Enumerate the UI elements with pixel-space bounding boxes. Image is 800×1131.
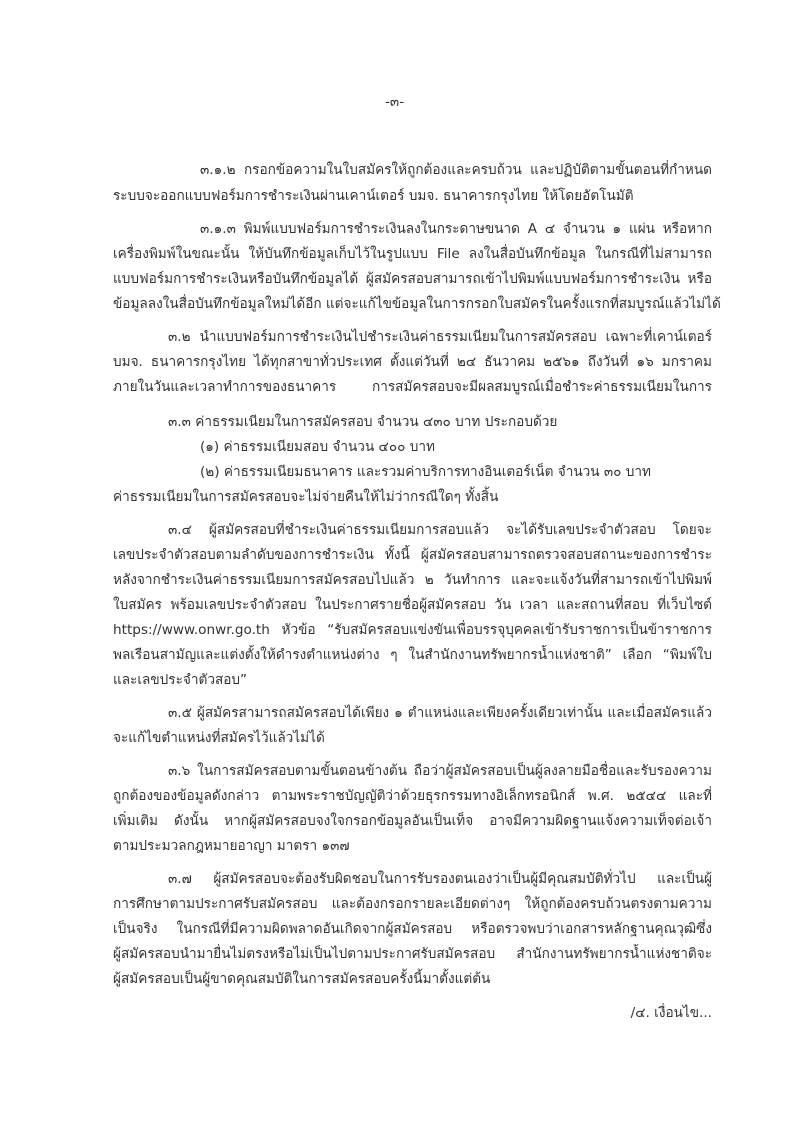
text-line: ๓.๕ ผู้สมัครสามารถสมัครสอบได้เพียง ๑ ตำแหน่งและเพียงครั้งเดียวเท่านั้น และเมื่อสมัครแล้ว <box>168 705 712 721</box>
text-line: แบบฟอร์มการชำระเงินหรือบันทึกข้อมูลได้ ผู้สมัครสอบสามารถเข้าไปพิมพ์แบบฟอร์มการชำระเงิน หรือ <box>113 271 712 287</box>
text-line: ๓.๗ ผู้สมัครสอบจะต้องรับผิดชอบในการรับรองตนเองว่าเป็นผู้มีคุณสมบัติทั่วไป และเป็นผู้ <box>168 871 712 887</box>
text-line: (๒) ค่าธรรมเนียมธนาคาร และรวมค่าบริการทางอินเตอร์เน็ต จำนวน ๓๐ บาท <box>200 464 652 480</box>
page-number: -๓- <box>385 94 405 110</box>
text-line: ถูกต้องของข้อมูลดังกล่าว ตามพระราชบัญญัติว่าด้วยธุรกรรมทางอิเล็กทรอนิกส์ พ.ศ. ๒๕๔๔ และที่ <box>113 788 712 804</box>
text-line: ๓.๑.๓ พิมพ์แบบฟอร์มการชำระเงินลงในกระดาษขนาด A ๔ จำนวน ๑ แผ่น หรือหาก <box>200 221 712 237</box>
text-line: (๑) ค่าธรรมเนียมสอบ จำนวน ๔๐๐ บาท <box>200 439 435 455</box>
text-line: เพิ่มเติม ดังนั้น หากผู้สมัครสอบจงใจกรอกข้อมูลอันเป็นเท็จ อาจมีความผิดฐานแจ้งความเท็จต่อเจ้า <box>113 813 712 829</box>
text-line: https://www.onwr.go.th หัวข้อ “รับสมัครสอบแข่งขันเพื่อบรรจุบุคคลเข้ารับราชการเป็นข้าราชการ <box>113 622 712 638</box>
text-line: เครื่องพิมพ์ในขณะนั้น ให้บันทึกข้อมูลเก็บไว้ในรูปแบบ File ลงในสื่อบันทึกข้อมูล ในกรณีที่ไม่สามารถ <box>113 246 712 262</box>
text-line: การศึกษาตามประกาศรับสมัครสอบ และต้องกรอกรายละเอียดต่างๆ ให้ถูกต้องครบถ้วนตรงตามความ <box>113 896 712 912</box>
text-line: พลเรือนสามัญและแต่งตั้งให้ดำรงตำแหน่งต่าง ๆ ในสำนักงานทรัพยากรน้ำแห่งชาติ” เลือก “พิมพ์ใบ <box>113 647 712 663</box>
text-line: ๓.๑.๒ กรอกข้อความในใบสมัครให้ถูกต้องและครบถ้วน และปฏิบัติตามขั้นตอนที่กำหนด <box>200 162 712 178</box>
text-line: ๓.๖ ในการสมัครสอบตามขั้นตอนข้างต้น ถือว่าผู้สมัครสอบเป็นผู้ลงลายมือชื่อและรับรองความ <box>168 763 712 779</box>
text-line: ค่าธรรมเนียมในการสมัครสอบจะไม่จ่ายคืนให้ไม่ว่ากรณีใดๆ ทั้งสิ้น <box>113 489 499 505</box>
text-line: ๓.๔ ผู้สมัครสอบที่ชำระเงินค่าธรรมเนียมการสอบแล้ว จะได้รับเลขประจำตัวสอบ โดยจะ <box>168 522 712 538</box>
continuation-note: /๔. เงื่อนไข... <box>630 1005 712 1021</box>
text-line: บมจ. ธนาคารกรุงไทย ได้ทุกสาขาทั่วประเทศ ตั้งแต่วันที่ ๒๔ ธันวาคม ๒๕๖๑ ถึงวันที่ ๑๖ มกราคม <box>113 354 712 370</box>
text-line: และเลขประจำตัวสอบ” <box>113 672 248 688</box>
text-line: เป็นจริง ในกรณีที่มีความผิดพลาดอันเกิดจากผู้สมัครสอบ หรือตรวจพบว่าเอกสารหลักฐานคุณวุฒิซึ่ง <box>113 921 712 937</box>
text-line: ผู้สมัครสอบนำมายื่นไม่ตรงหรือไม่เป็นไปตามประกาศรับสมัครสอบ สำนักงานทรัพยากรน้ำแห่งชาติจะ <box>113 946 712 962</box>
text-line: ๓.๓ ค่าธรรมเนียมในการสมัครสอบ จำนวน ๔๓๐ บาท ประกอบด้วย <box>168 414 558 430</box>
text-line: ใบสมัคร พร้อมเลขประจำตัวสอบ ในประกาศรายชื่อผู้สมัครสอบ วัน เวลา และสถานที่สอบ ที่เว็บไซต์ <box>113 597 712 613</box>
text-line: ระบบจะออกแบบฟอร์มการชำระเงินผ่านเคาน์เตอร์ บมจ. ธนาคารกรุงไทย ให้โดยอัตโนมัติ <box>113 188 634 204</box>
text-line: ผู้สมัครสอบเป็นผู้ขาดคุณสมบัติในการสมัครสอบครั้งนี้มาตั้งแต่ต้น <box>113 971 491 987</box>
text-line: หลังจากชำระเงินค่าธรรมเนียมการสมัครสอบไปแล้ว ๒ วันทำการ และจะแจ้งวันที่สามารถเข้าไปพิมพ์ <box>113 572 712 588</box>
text-line: เลขประจำตัวสอบตามลำดับของการชำระเงิน ทั้งนี้ ผู้สมัครสอบสามารถตรวจสอบสถานะของการชำระ <box>113 547 712 563</box>
text-line: ตามประมวลกฎหมายอาญา มาตรา ๑๓๗ <box>113 838 350 854</box>
text-line: ภายในวันและเวลาทำการของธนาคาร การสมัครสอบจะมีผลสมบูรณ์เมื่อชำระค่าธรรมเนียมในการ <box>113 379 712 395</box>
text-line: ๓.๒ นำแบบฟอร์มการชำระเงินไปชำระเงินค่าธรรมเนียมในการสมัครสอบ เฉพาะที่เคาน์เตอร์ <box>168 329 712 345</box>
text-line: จะแก้ไขตำแหน่งที่สมัครไว้แล้วไม่ได้ <box>113 730 325 746</box>
text-line: ข้อมูลลงในสื่อบันทึกข้อมูลใหม่ได้อีก แต่จะแก้ไขข้อมูลในการกรอกใบสมัครในครั้งแรกที่สมบูรณ์แล้วไม่ได้ <box>113 296 721 312</box>
